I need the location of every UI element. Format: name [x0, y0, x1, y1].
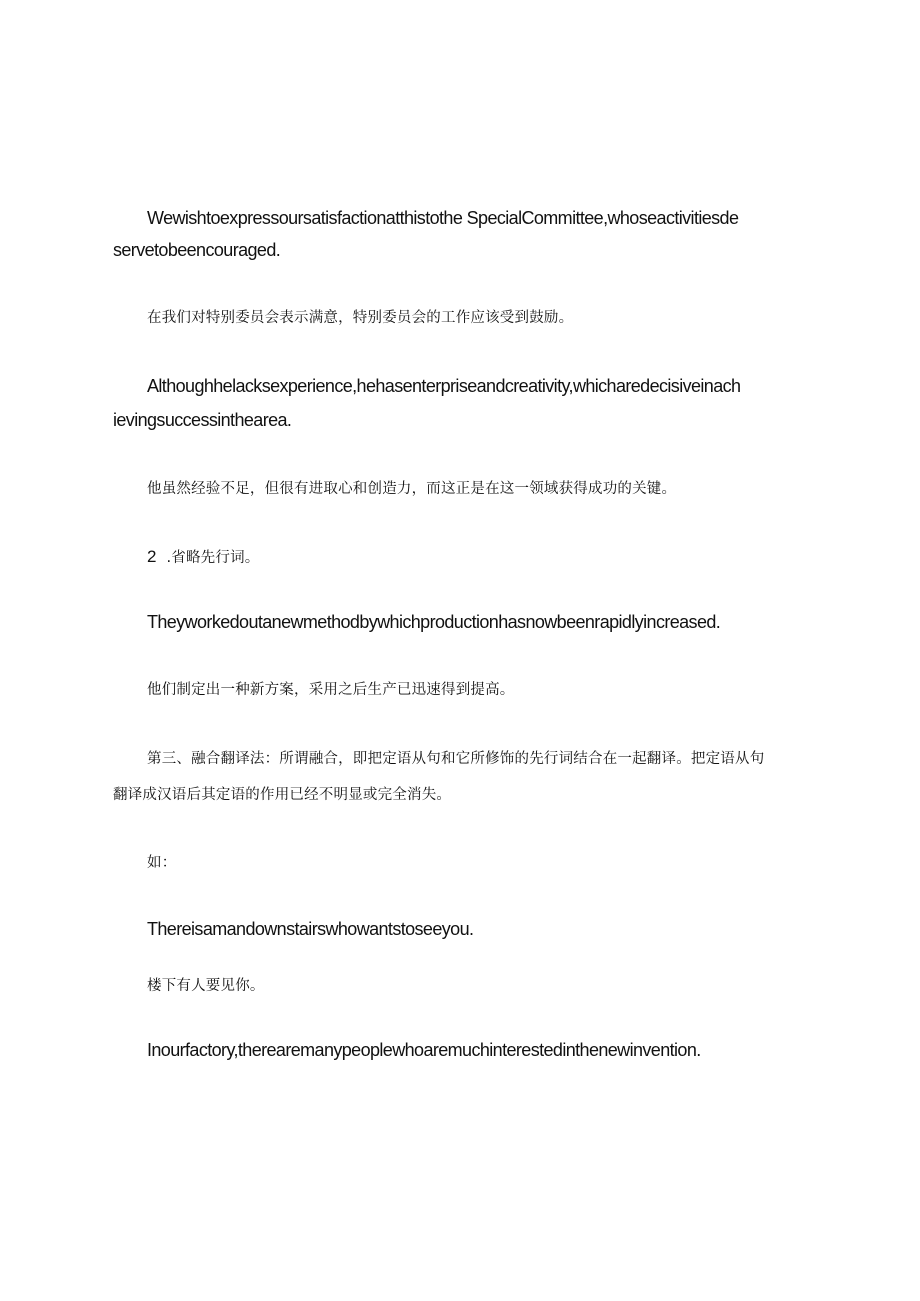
paragraph-2-english-line-2: ievingsuccessinthearea.	[113, 410, 292, 430]
paragraph-5-chinese: 如：	[147, 855, 177, 871]
section-title: .省略先行词。	[166, 550, 260, 566]
section-number: 2	[147, 547, 157, 566]
paragraph-3-english: Theyworkedoutanewmethodbywhichproductionhasnowbeenrapidlyincreased.	[147, 612, 721, 632]
paragraph-1-chinese: 在我们对特别委员会表示满意，特别委员会的工作应该受到鼓励。	[147, 310, 574, 326]
paragraph-4-chinese-line-1: 第三、融合翻译法：所谓融合，即把定语从句和它所修饰的先行词结合在一起翻译。把定语从句	[147, 751, 765, 767]
paragraph-1-english-line-1: Wewishtoexpressoursatisfactionatthistothe SpecialCommittee,whoseactivitiesde	[147, 208, 739, 228]
paragraph-2-english-line-1: Althoughhelacksexperience,hehasenterpriseandcreativity,whicharedecisiveinach	[147, 376, 741, 396]
paragraph-7-english: Inourfactory,therearemanypeoplewhoaremuchinterestedinthenewinvention.	[147, 1040, 701, 1060]
paragraph-2-chinese: 他虽然经验不足，但很有进取心和创造力，而这正是在这一领域获得成功的关键。	[147, 481, 677, 497]
paragraph-6-english: Thereisamandownstairswhowantstoseeyou.	[147, 919, 474, 939]
section-heading	[147, 546, 259, 567]
paragraph-4-chinese-line-2: 翻译成汉语后其定语的作用已经不明显或完全消失。	[113, 787, 452, 803]
paragraph-6-chinese: 楼下有人要见你。	[147, 978, 265, 994]
paragraph-1-english-line-2: servetobeencouraged.	[113, 240, 281, 260]
paragraph-3-chinese: 他们制定出一种新方案，采用之后生产已迅速得到提高。	[147, 682, 515, 698]
